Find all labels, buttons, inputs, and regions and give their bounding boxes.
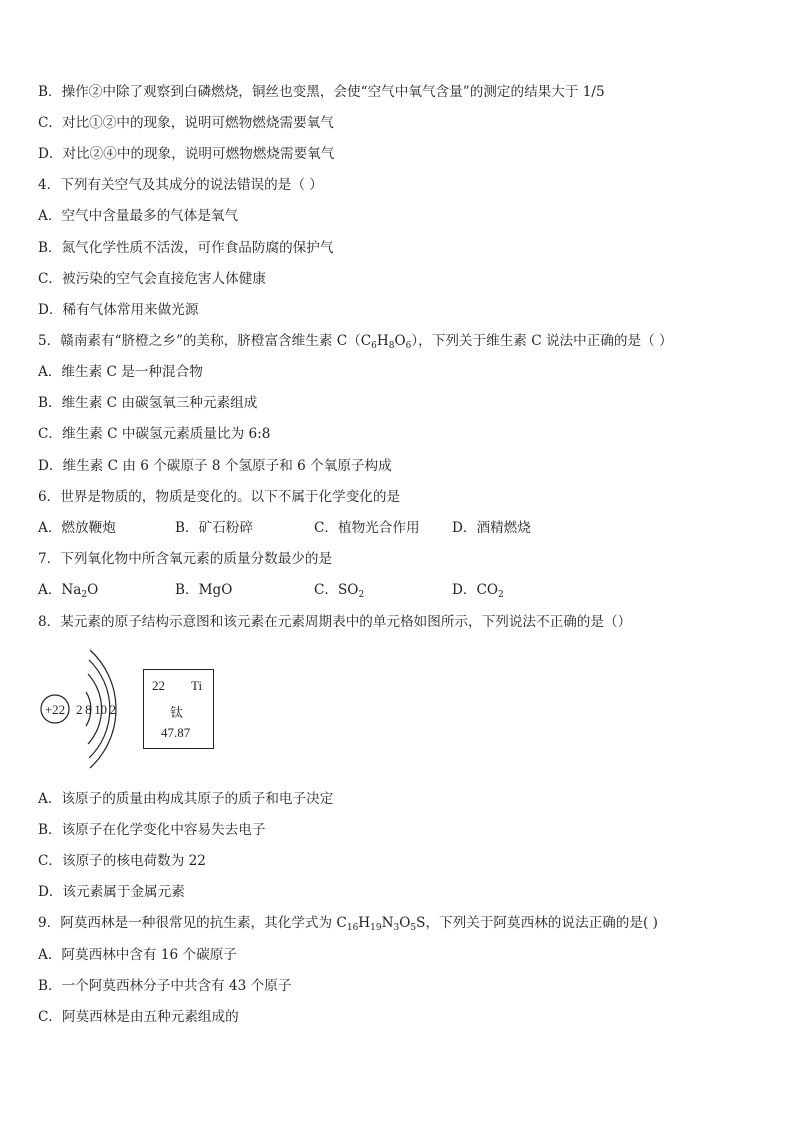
q8-option: B．该原子在化学变化中容易失去电子 — [38, 822, 266, 838]
question-9-stem: 9．阿莫西林是一种很常见的抗生素，其化学式为 $C_{16}H_{19}N_3O_5S$，下列关于阿莫西林的说法正确的是( ) — [38, 915, 658, 933]
q6-option: B．矿石粉碎 — [175, 520, 253, 536]
question-5-stem: 5．赣南素有“脐橙之乡”的美称，脐橙富含维生素 $C(C_6H_8O_6)$，下列关于维生素 C 说法中正确的是（ ） — [38, 333, 673, 351]
q7-option-a: A．$Na_2O$ — [38, 582, 99, 600]
q9-option: B．一个阿莫西林分子中共含有 43 个原子 — [38, 978, 292, 994]
q7-option-d: D．$CO_2$ — [452, 582, 504, 600]
shell-electron-counts: 2 8 10 2 — [76, 702, 116, 717]
q8-option: A．该原子的质量由构成其原子的质子和电子决定 — [38, 791, 334, 807]
q4-option: D．稀有气体常用来做光源 — [38, 302, 199, 318]
option-line: C．对比①②中的现象，说明可燃物燃烧需要氧气 — [38, 115, 334, 131]
q6-option: D．酒精燃烧 — [452, 520, 531, 536]
q5-option: C．维生素 C 中碳氢元素质量比为 6:8 — [38, 426, 271, 442]
option-line: D．对比②④中的现象，说明可燃物燃烧需要氧气 — [38, 146, 335, 162]
q8-option: C．该原子的核电荷数为 22 — [38, 853, 206, 869]
q7-option-b: B．MgO — [175, 582, 233, 598]
q4-option: B．氮气化学性质不活泼，可作食品防腐的保护气 — [38, 240, 334, 256]
element-name: 钛 — [170, 706, 184, 721]
question-8-stem: 8．某元素的原子结构示意图和该元素在元素周期表中的单元格如图所示，下列说法不正确的是（） — [38, 614, 632, 630]
periodic-table-cell — [143, 669, 214, 749]
element-symbol: Ti — [191, 678, 203, 693]
q4-option: A．空气中含量最多的气体是氧气 — [38, 208, 239, 224]
q5-option: A．维生素 C 是一种混合物 — [38, 364, 203, 380]
q9-option: A．阿莫西林中含有 16 个碳原子 — [38, 947, 237, 963]
option-line: B．操作②中除了观察到白磷燃烧，铜丝也变黑，会使“空气中氧气含量”的测定的结果大于 1/5 — [38, 84, 605, 100]
nucleus-charge: +22 — [44, 702, 66, 717]
q4-option: C．被污染的空气会直接危害人体健康 — [38, 271, 266, 287]
q5-option: B．维生素 C 由碳氢氧三种元素组成 — [38, 395, 258, 411]
atomic-mass: 47.87 — [161, 725, 191, 740]
question-4-stem: 4．下列有关空气及其成分的说法错误的是（ ） — [38, 177, 323, 193]
q6-option: A．燃放鞭炮 — [38, 520, 116, 536]
q8-option: D．该元素属于金属元素 — [38, 884, 185, 900]
q7-option-c: C．$SO_2$ — [314, 582, 365, 600]
question-6-stem: 6．世界是物质的，物质是变化的。以下不属于化学变化的是 — [38, 489, 401, 505]
q6-option: C．植物光合作用 — [314, 520, 420, 536]
atom-structure-diagram — [36, 644, 136, 774]
q5-option: D．维生素 C 由 6 个碳原子 8 个氢原子和 6 个氧原子构成 — [38, 458, 392, 474]
q9-option: C．阿莫西林是由五种元素组成的 — [38, 1009, 239, 1025]
atomic-number: 22 — [152, 678, 165, 693]
question-7-stem: 7．下列氧化物中所含氧元素的质量分数最少的是 — [38, 551, 333, 567]
